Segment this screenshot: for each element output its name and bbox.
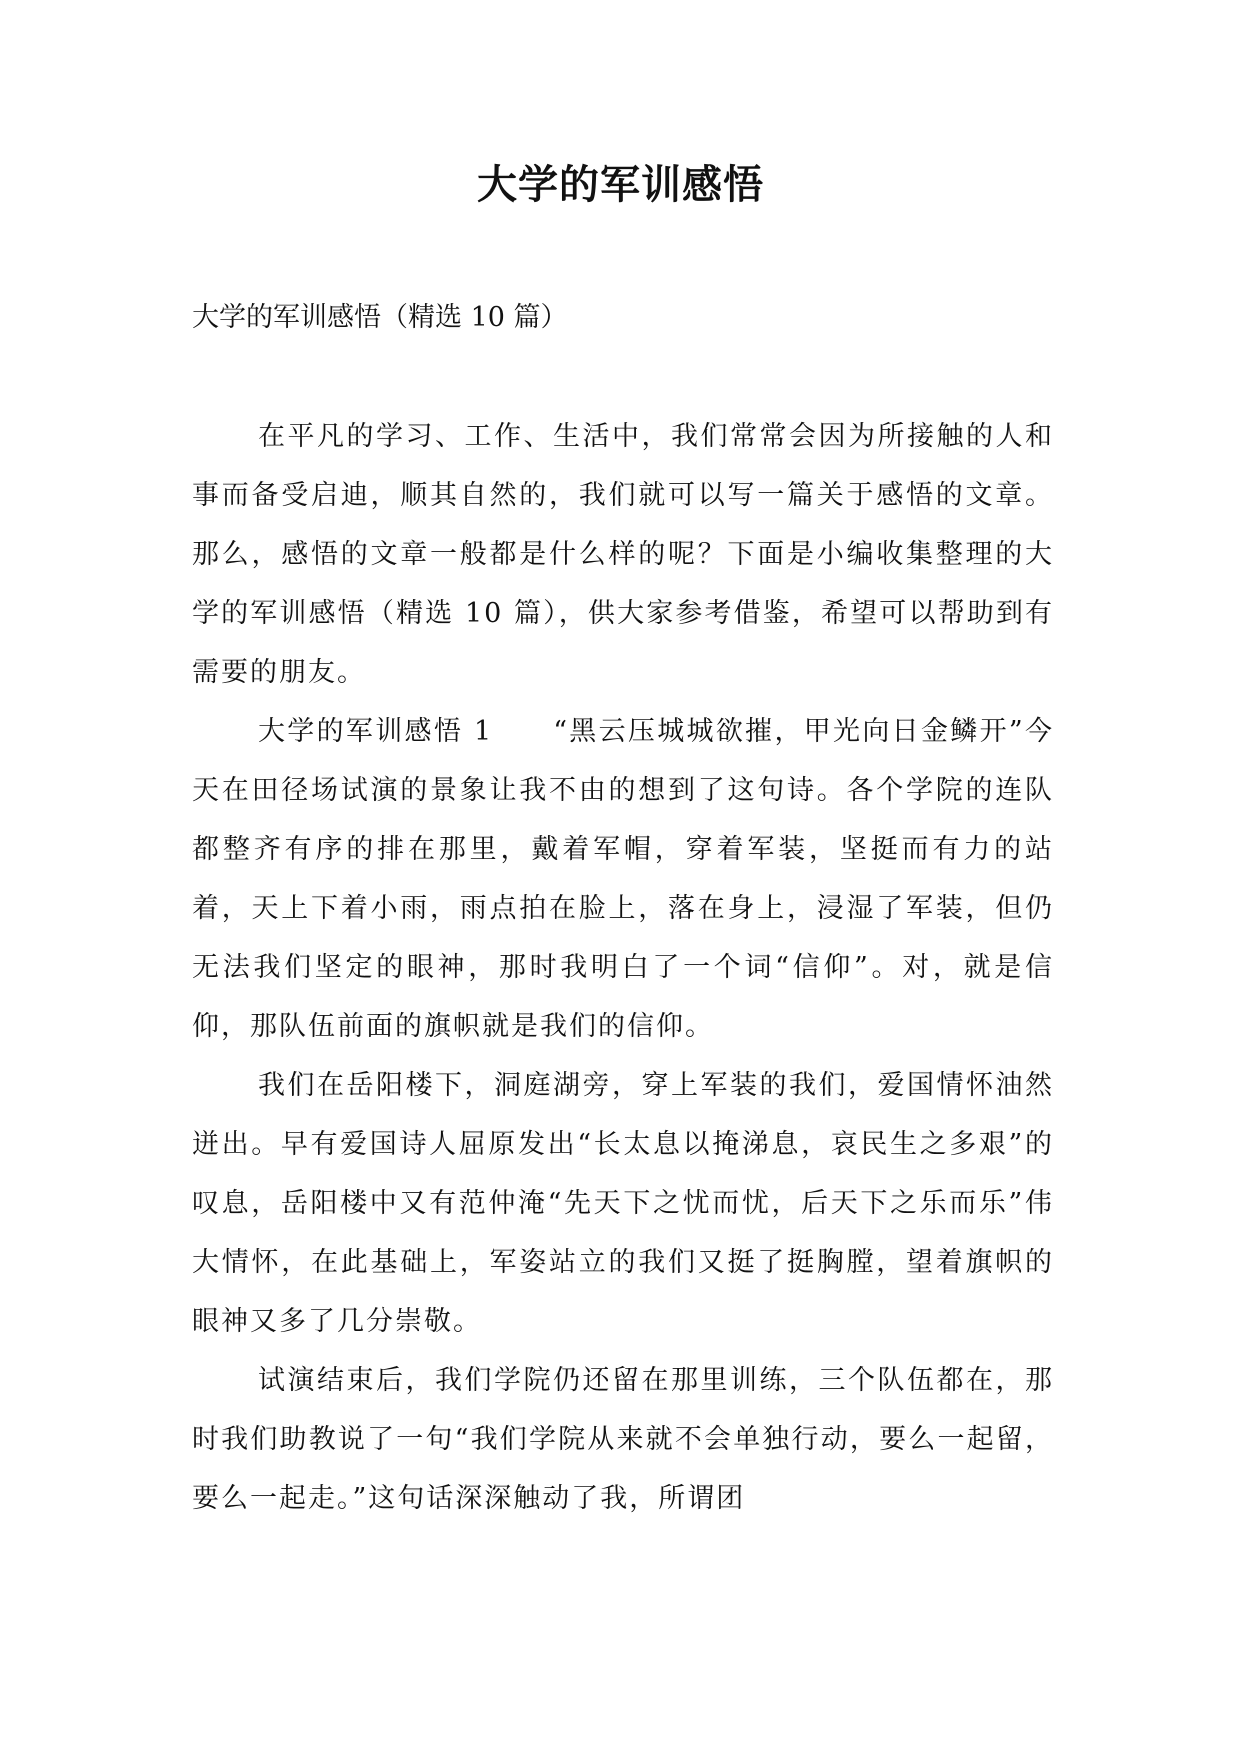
- body-paragraph: 我们在岳阳楼下，洞庭湖旁，穿上军装的我们，爱国情怀油然迸出。早有爱国诗人屈原发出“长太息以掩涕息，哀民生之多艰”的叹息，岳阳楼中又有范仲淹“先天下之忧而忧，后天下之乐而乐”伟大情怀，在此基础上，军姿站立的我们又挺了挺胸膛，望着旗帜的眼神又多了几分崇敬。: [192, 1070, 1054, 1337]
- document-body: [192, 407, 1054, 1528]
- paragraph-text: “黑云压城城欲摧，甲光向日金鳞开”今天在田径场试演的景象让我不由的想到了这句诗。各个学院的连队都整齐有序的排在那里，戴着军帽，穿着军装，坚挺而有力的站着，天上下着小雨，雨点拍在脸上，落在身上，浸湿了军装，但仍无法我们坚定的眼神，那时我明白了一个词“信仰”。对，就是信仰，那队伍前面的旗帜就是我们的信仰。: [192, 716, 1054, 1042]
- section-heading: 大学的军训感悟 1: [258, 716, 494, 747]
- body-paragraph: 试演结束后，我们学院仍还留在那里训练，三个队伍都在，那时我们助教说了一句“我们学院从来就不会单独行动，要么一起留，要么一起走。”这句话深深触动了我，所谓团: [192, 1365, 1054, 1514]
- intro-paragraph: 在平凡的学习、工作、生活中，我们常常会因为所接触的人和事而备受启迪，顺其自然的，我们就可以写一篇关于感悟的文章。那么，感悟的文章一般都是什么样的呢？下面是小编收集整理的大学的军训感悟（精选 10 篇），供大家参考借鉴，希望可以帮助到有需要的朋友。: [192, 421, 1054, 688]
- document-title: 大学的军训感悟: [477, 162, 764, 208]
- section-1-first-paragraph: [192, 702, 1054, 1056]
- document-subtitle: 大学的军训感悟（精选 10 篇）: [192, 302, 568, 333]
